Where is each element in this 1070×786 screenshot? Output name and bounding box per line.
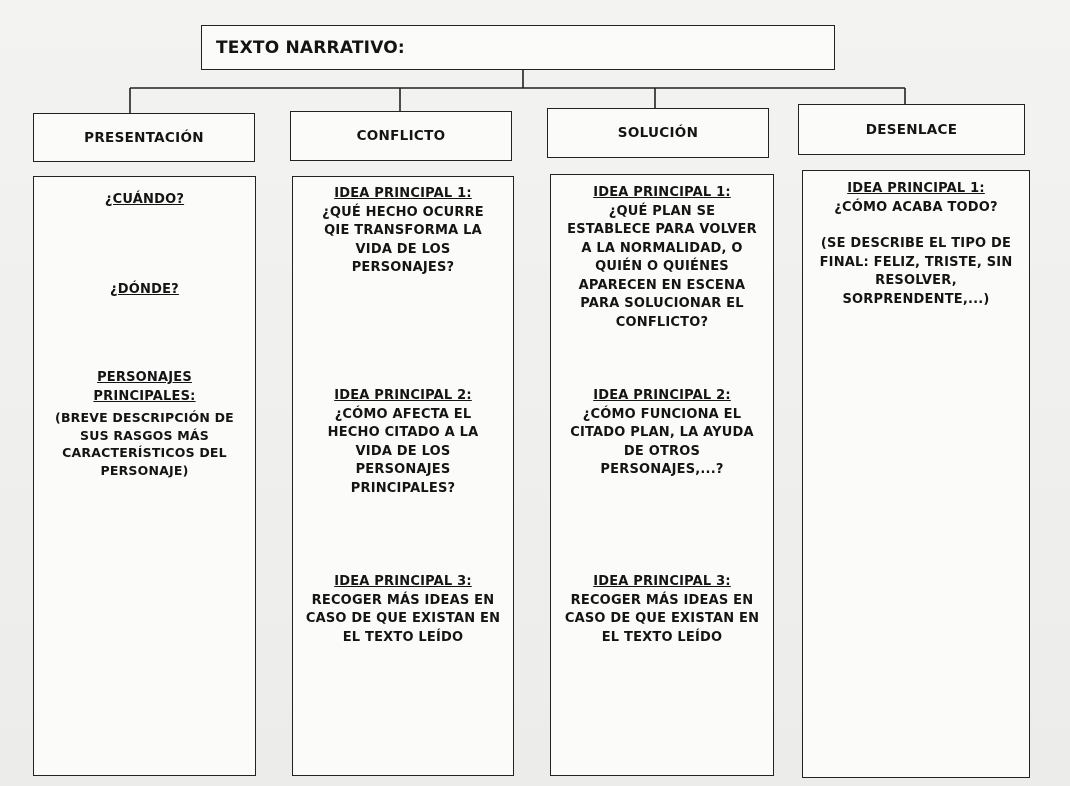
solucion-idea-1-text: ¿QUÉ PLAN SE ESTABLECE PARA VOLVER A LA NORMALIDAD, O QUIÉN O QUIÉNES APARECEN EN ESCENA PARA SOLUCIONAR EL CONFLICTO? [567,203,757,330]
presentacion-cuando [34,191,255,210]
conflicto-idea-2-label: IDEA PRINCIPAL 2: [334,388,472,403]
header-conflicto [290,111,512,161]
solucion-idea-2-label: IDEA PRINCIPAL 2: [593,388,731,403]
header-solucion-label: SOLUCIÓN [617,125,699,141]
conflicto-idea-2-text: ¿CÓMO AFECTA EL HECHO CITADO A LA VIDA DE LOS PERSONAJES PRINCIPALES? [327,406,479,496]
column-conflicto [292,176,514,776]
conflicto-idea-1-text: ¿QUÉ HECHO OCURRE QIE TRANSFORMA LA VIDA DE LOS PERSONAJES? [322,204,484,275]
presentacion-personajes [34,369,255,406]
solucion-idea-3 [551,573,773,647]
conflicto-idea-2 [293,387,513,498]
header-desenlace [798,104,1025,155]
donde-label: ¿DÓNDE? [110,282,179,297]
diagram-title: TEXTO NARRATIVO: [216,38,405,58]
header-desenlace-label: DESENLACE [865,121,958,138]
conflicto-idea-3-text: RECOGER MÁS IDEAS EN CASO DE QUE EXISTAN EN EL TEXTO LEÍDO [305,592,501,645]
personajes-description: (BREVE DESCRIPCIÓN DE SUS RASGOS MÁS CARACTERÍSTICOS DEL PERSONAJE) [55,410,234,478]
personajes-label: PERSONAJES PRINCIPALES: [93,370,196,404]
header-presentacion-label: PRESENTACIÓN [84,129,204,146]
desenlace-idea-1-desc: (SE DESCRIBE EL TIPO DE FINAL: FELIZ, TRISTE, SIN RESOLVER, SORPRENDENTE,...) [819,236,1013,307]
header-presentacion [33,113,255,162]
conflicto-idea-1 [293,185,513,278]
solucion-idea-2-text: ¿CÓMO FUNCIONA EL CITADO PLAN, LA AYUDA DE OTROS PERSONAJES,...? [570,406,754,477]
solucion-idea-2 [551,387,773,480]
header-conflicto-label: CONFLICTO [356,128,446,144]
conflicto-idea-1-label: IDEA PRINCIPAL 1: [334,186,472,201]
conflicto-idea-3-label: IDEA PRINCIPAL 3: [334,574,472,589]
solucion-idea-3-label: IDEA PRINCIPAL 3: [593,574,731,589]
solucion-idea-3-text: RECOGER MÁS IDEAS EN CASO DE QUE EXISTAN EN EL TEXTO LEÍDO [564,592,760,645]
desenlace-idea-1-text: ¿CÓMO ACABA TODO? [834,199,998,215]
desenlace-idea-1 [803,180,1029,217]
conflicto-idea-3 [293,573,513,647]
presentacion-donde [34,281,255,300]
title-box [201,25,835,70]
column-desenlace [802,170,1030,778]
column-presentacion [33,176,256,776]
header-solucion [547,108,769,158]
column-solucion [550,174,774,776]
cuando-label: ¿CUÁNDO? [104,192,185,207]
solucion-idea-1 [551,184,773,332]
desenlace-idea-1-label: IDEA PRINCIPAL 1: [847,181,985,196]
solucion-idea-1-label: IDEA PRINCIPAL 1: [593,185,731,200]
